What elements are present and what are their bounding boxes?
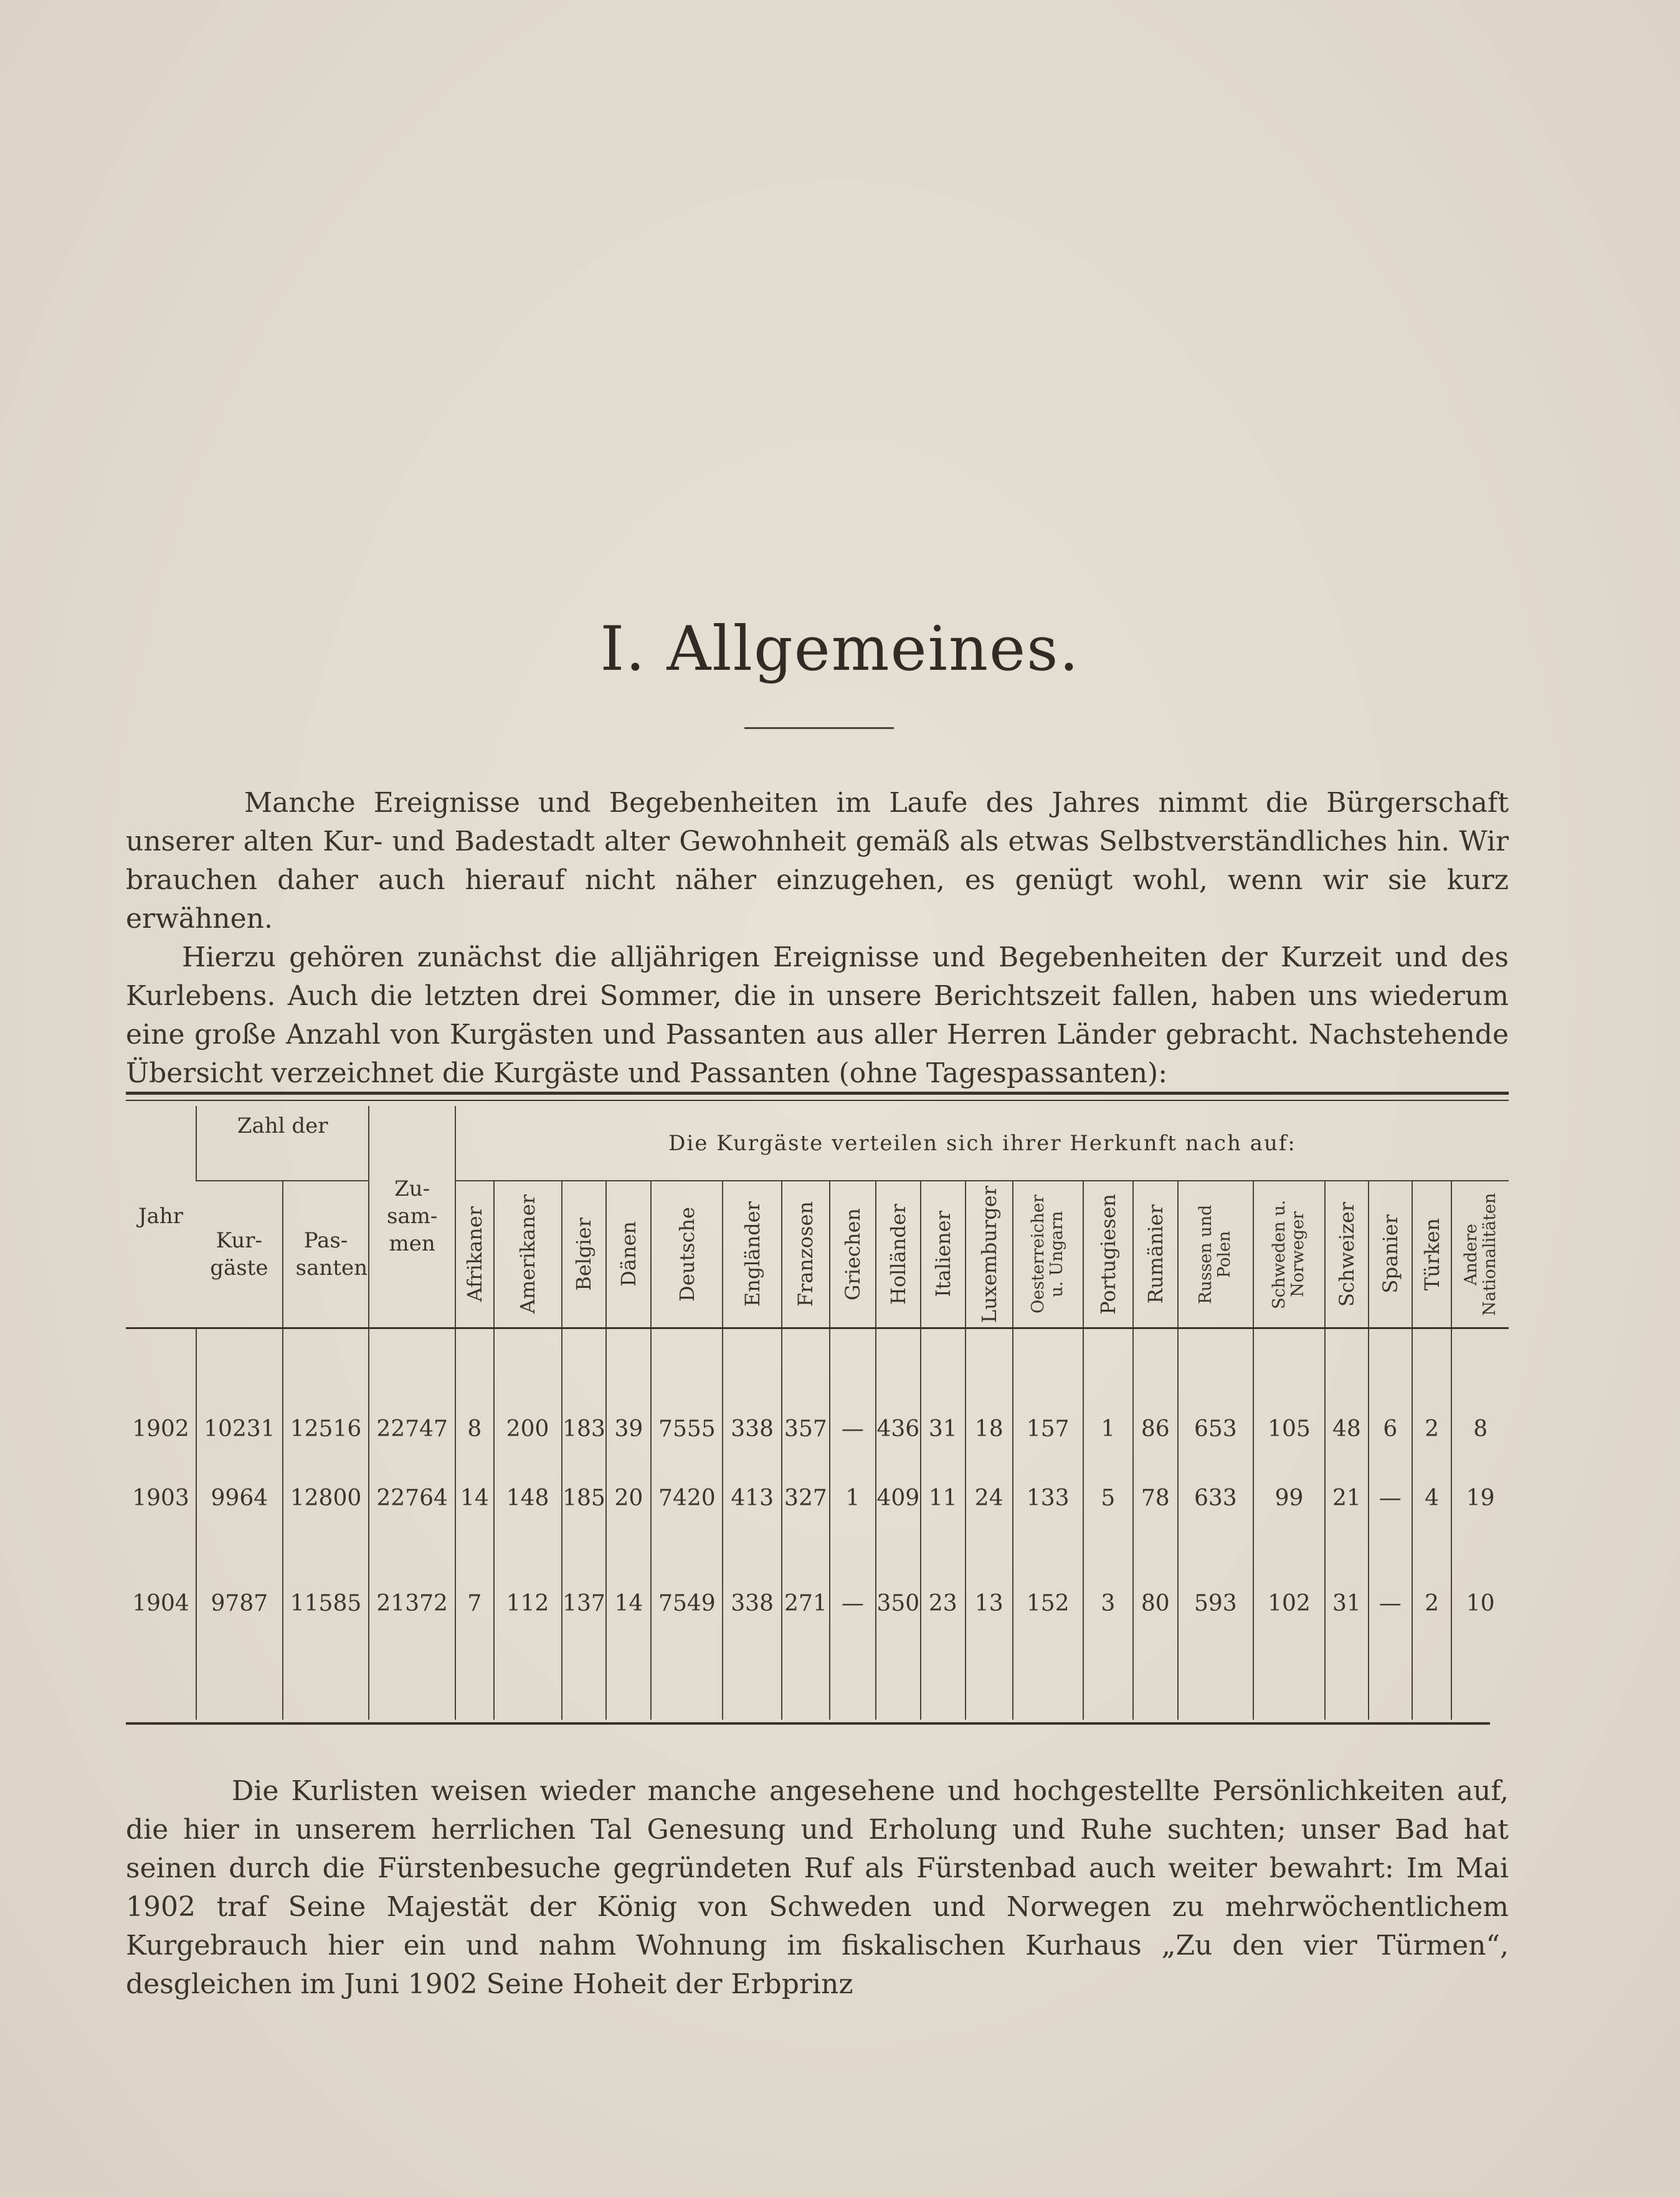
- nat-header-italiener: Italiener: [921, 1181, 966, 1328]
- nationality-count-cell: 20: [606, 1446, 651, 1551]
- spacer-cell: [921, 1656, 966, 1720]
- year-header: Jahr: [138, 1204, 184, 1229]
- nationality-count-cell: 409: [876, 1446, 921, 1551]
- nationality-count-cell: 14: [606, 1551, 651, 1656]
- nat-header-oesterreicher: Oesterreicher u. Ungarn: [1013, 1181, 1083, 1328]
- nationality-count-cell: 8: [1451, 1328, 1509, 1446]
- nationality-count-cell: 23: [921, 1551, 966, 1656]
- nationality-count-cell: 7420: [651, 1446, 723, 1551]
- spacer-cell: [1369, 1656, 1412, 1720]
- spacer-cell: [966, 1656, 1013, 1720]
- nat-header-russen: Russen und Polen: [1178, 1181, 1253, 1328]
- nationality-count-cell: 133: [1013, 1446, 1083, 1551]
- kurgaeste-cell: 10231: [196, 1328, 283, 1446]
- spacer-cell: [723, 1656, 782, 1720]
- year-cell: 1903: [132, 1485, 189, 1512]
- nationality-count-cell: 7555: [651, 1328, 723, 1446]
- spacer-cell: [1178, 1656, 1253, 1720]
- table-spacer-row: [126, 1656, 1509, 1720]
- nationality-count-cell: 338: [723, 1328, 782, 1446]
- spacer-cell: [876, 1656, 921, 1720]
- nationality-count-cell: 185: [562, 1446, 607, 1551]
- nat-header-englaender: Engländer: [723, 1181, 782, 1328]
- nationality-count-cell: 10: [1451, 1551, 1509, 1656]
- nationality-count-cell: 1: [1083, 1328, 1133, 1446]
- spacer-cell: [1412, 1656, 1452, 1720]
- table-body: [126, 1328, 1509, 1720]
- second-paragraph: Hierzu gehören zunächst die alljährigen Ereignisse und Begebenheiten der Kurzeit und des Kurlebens. Auch die letzten drei Sommer, die in unsere Berichtszeit fallen, haben uns wiederum eine große Anzahl von Kurgästen und Passanten aus aller Herren Länder gebracht. Nachstehende Übersicht verzeichnet die Kurgäste und Passanten (ohne Tagespassanten):: [126, 941, 1509, 1089]
- nationality-count-cell: 157: [1013, 1328, 1083, 1446]
- nationality-count-cell: 2: [1412, 1328, 1452, 1446]
- nat-header-schweden: Schweden u. Norweger: [1253, 1181, 1325, 1328]
- nationality-count-cell: 21: [1325, 1446, 1369, 1551]
- nationality-count-cell: 31: [921, 1328, 966, 1446]
- nationality-count-cell: 19: [1451, 1446, 1509, 1551]
- nat-header-afrikaner: Afrikaner: [455, 1181, 494, 1328]
- nationality-count-cell: 14: [455, 1446, 494, 1551]
- year-cell: 1904: [132, 1591, 189, 1617]
- nationality-count-cell: 338: [723, 1551, 782, 1656]
- nationality-count-cell: 271: [782, 1551, 830, 1656]
- nationality-count-cell: 105: [1253, 1328, 1325, 1446]
- nationality-count-cell: 86: [1133, 1328, 1178, 1446]
- spacer-cell: [830, 1656, 876, 1720]
- nationality-count-cell: 3: [1083, 1551, 1133, 1656]
- table-row: [126, 1551, 1509, 1656]
- nationality-count-cell: 31: [1325, 1551, 1369, 1656]
- title-divider: [744, 727, 894, 729]
- total-cell: 22747: [369, 1328, 455, 1446]
- nat-header-spanier: Spanier: [1369, 1181, 1412, 1328]
- spacer-cell: [1451, 1656, 1509, 1720]
- nationality-count-cell: 436: [876, 1328, 921, 1446]
- total-cell: 21372: [369, 1551, 455, 1656]
- nationality-count-cell: 4: [1412, 1446, 1452, 1551]
- nat-header-andere: Andere Nationalitäten: [1451, 1181, 1509, 1328]
- table-row: [126, 1328, 1509, 1446]
- spacer-cell: [562, 1656, 607, 1720]
- nat-header-schweizer: Schweizer: [1325, 1181, 1369, 1328]
- nationality-count-cell: 78: [1133, 1446, 1178, 1551]
- nationality-count-cell: 99: [1253, 1446, 1325, 1551]
- nationality-count-cell: 48: [1325, 1328, 1369, 1446]
- nationality-count-cell: 102: [1253, 1551, 1325, 1656]
- nationality-count-cell: 18: [966, 1328, 1013, 1446]
- nationality-count-cell: 413: [723, 1446, 782, 1551]
- visitor-statistics-table: [126, 1106, 1509, 1720]
- nationality-count-cell: 327: [782, 1446, 830, 1551]
- nat-header-deutsche: Deutsche: [651, 1181, 723, 1328]
- nationality-count-cell: 8: [455, 1328, 494, 1446]
- nat-header-rumaenier: Rumänier: [1133, 1181, 1178, 1328]
- nat-header-belgier: Belgier: [562, 1181, 607, 1328]
- spacer-cell: [126, 1656, 196, 1720]
- kurgaeste-cell: 9787: [196, 1551, 283, 1656]
- nat-header-daenen: Dänen: [606, 1181, 651, 1328]
- origin-group-header: Die Kurgäste verteilen sich ihrer Herkunft nach auf:: [455, 1106, 1509, 1181]
- nationality-count-cell: 137: [562, 1551, 607, 1656]
- spacer-cell: [606, 1656, 651, 1720]
- spacer-cell: [283, 1656, 369, 1720]
- spacer-cell: [369, 1656, 455, 1720]
- table-bottom-rule: [126, 1722, 1490, 1725]
- passanten-header: Pas-santen: [283, 1181, 369, 1328]
- spacer-cell: [1013, 1656, 1083, 1720]
- spacer-cell: [1253, 1656, 1325, 1720]
- nat-header-tuerken: Türken: [1412, 1181, 1452, 1328]
- nationality-count-cell: 350: [876, 1551, 921, 1656]
- spacer-cell: [1083, 1656, 1133, 1720]
- count-group-header: Zahl der: [196, 1106, 369, 1181]
- nat-header-franzosen: Franzosen: [782, 1181, 830, 1328]
- page-title: I. Allgemeines.: [600, 614, 1080, 685]
- passanten-cell: 12800: [283, 1446, 369, 1551]
- nat-header-hollaender: Holländer: [876, 1181, 921, 1328]
- nat-header-amerikaner: Amerikaner: [494, 1181, 562, 1328]
- nationality-count-cell: 2: [1412, 1551, 1452, 1656]
- intro-paragraph: Manche Ereignisse und Begebenheiten im Laufe des Jahres nimmt die Bürgerschaft unserer alten Kur- und Badestadt alter Gewohnheit gemäß als etwas Selbstverständliches hin. Wir brauchen daher auch hierauf nicht näher einzugehen, es genügt wohl, wenn wir sie kurz erwähnen.: [126, 787, 1509, 935]
- spacer-cell: [1325, 1656, 1369, 1720]
- nationality-count-cell: 653: [1178, 1328, 1253, 1446]
- nationality-count-cell: 11: [921, 1446, 966, 1551]
- nationality-count-cell: 1: [830, 1446, 876, 1551]
- nationality-count-cell: 148: [494, 1446, 562, 1551]
- passanten-cell: 12516: [283, 1328, 369, 1446]
- nationality-count-cell: 5: [1083, 1446, 1133, 1551]
- total-cell: 22764: [369, 1446, 455, 1551]
- nationality-count-cell: 200: [494, 1328, 562, 1446]
- nationality-count-cell: 39: [606, 1328, 651, 1446]
- nat-header-luxemburger: Luxemburger: [966, 1181, 1013, 1328]
- spacer-cell: [494, 1656, 562, 1720]
- nat-header-portugiesen: Portugiesen: [1083, 1181, 1133, 1328]
- nationality-count-cell: 24: [966, 1446, 1013, 1551]
- table-row: [126, 1446, 1509, 1551]
- nationality-count-cell: —: [830, 1328, 876, 1446]
- nationality-count-cell: 7549: [651, 1551, 723, 1656]
- passanten-cell: 11585: [283, 1551, 369, 1656]
- nationality-count-cell: 357: [782, 1328, 830, 1446]
- table-top-rule: [126, 1092, 1509, 1095]
- spacer-cell: [782, 1656, 830, 1720]
- kurgaeste-header: Kur-gäste: [210, 1227, 268, 1280]
- nationality-count-cell: 6: [1369, 1328, 1412, 1446]
- nationality-count-cell: 593: [1178, 1551, 1253, 1656]
- closing-paragraph: Die Kurlisten weisen wieder manche angesehene und hochgestellte Persönlichkeiten auf, die hier in unserem herrlichen Tal Genesung und Erholung und Ruhe suchten; unser Bad hat seinen durch die Fürstenbesuche gegründeten Ruf als Fürstenbad auch weiter bewahrt: Im Mai 1902 traf Seine Majestät der König von Schweden und Norwegen zu mehrwöchentlichem Kurgebrauch hier ein und nahm Wohnung im fiskalischen Kurhaus „Zu den vier Türmen“, desgleichen im Juni 1902 Seine Hoheit der Erbprinz: [126, 1775, 1509, 2000]
- intro-paragraph-block: [126, 784, 1509, 1093]
- year-cell: 1902: [132, 1416, 189, 1442]
- nationality-count-cell: —: [1369, 1446, 1412, 1551]
- spacer-cell: [651, 1656, 723, 1720]
- spacer-cell: [1133, 1656, 1178, 1720]
- nationality-count-cell: —: [1369, 1551, 1412, 1656]
- nationality-count-cell: —: [830, 1551, 876, 1656]
- spacer-cell: [455, 1656, 494, 1720]
- nationality-count-cell: 112: [494, 1551, 562, 1656]
- nationality-count-cell: 152: [1013, 1551, 1083, 1656]
- nationality-count-cell: 13: [966, 1551, 1013, 1656]
- table-top-rule-thin: [126, 1100, 1509, 1101]
- nat-header-griechen: Griechen: [830, 1181, 876, 1328]
- spacer-cell: [196, 1656, 283, 1720]
- nationality-count-cell: 633: [1178, 1446, 1253, 1551]
- nationality-count-cell: 183: [562, 1328, 607, 1446]
- nationality-count-cell: 80: [1133, 1551, 1178, 1656]
- kurgaeste-cell: 9964: [196, 1446, 283, 1551]
- total-header: Zu-sam-men: [369, 1106, 455, 1328]
- nationality-count-cell: 7: [455, 1551, 494, 1656]
